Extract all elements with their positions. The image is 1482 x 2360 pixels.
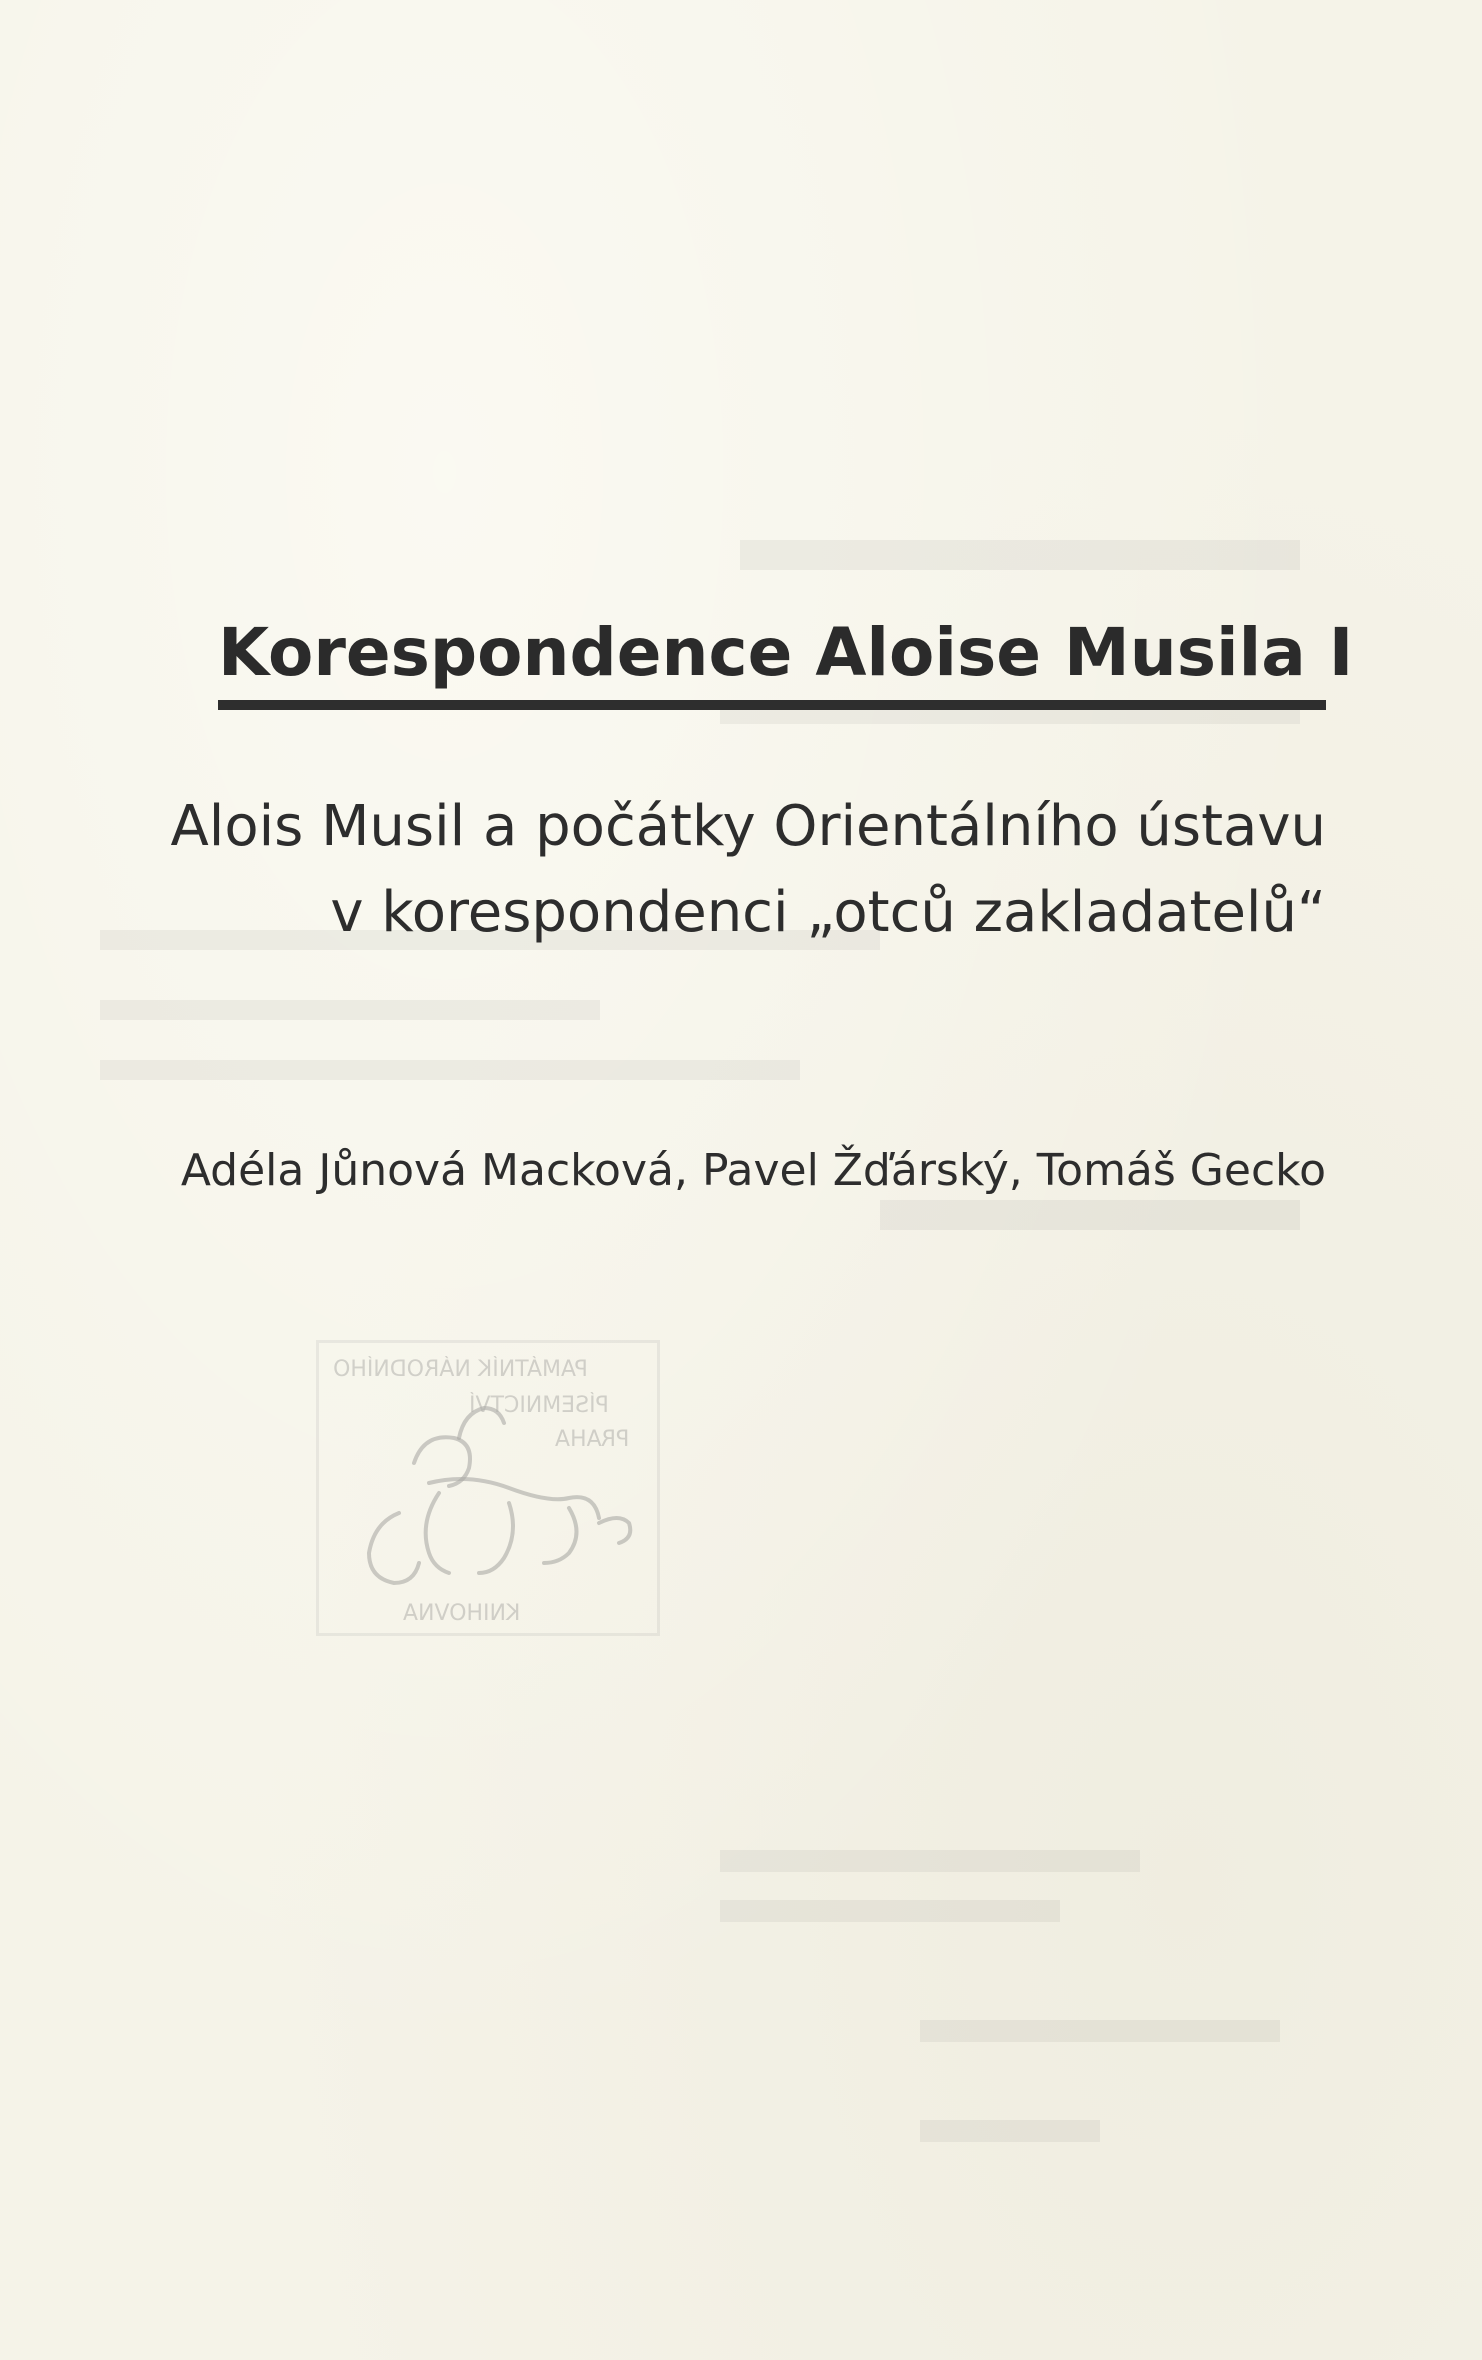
stamp-text-line-2: PÍSEMNICTVÍ (469, 1393, 609, 1418)
book-title: Korespondence Aloise Musila I (218, 614, 1354, 691)
library-stamp-lion-icon (319, 1343, 657, 1633)
book-authors: Adéla Jůnová Macková, Pavel Žďárský, Tomáš Gecko (180, 1145, 1326, 1196)
stamp-text-line-1: PAMÁTNÍK NÁRODNÍHO (333, 1357, 588, 1382)
book-subtitle (150, 784, 1326, 956)
subtitle-line-2: v korespondenci „otců zakladatelů“ (330, 880, 1326, 945)
subtitle-line-1: Alois Musil a počátky Orientálního ústavu (170, 794, 1326, 859)
title-block (218, 608, 1354, 710)
stamp-text-line-4: KNIHOVNA (403, 1601, 521, 1626)
library-stamp (316, 1340, 660, 1636)
stamp-text-line-3: PRAHA (555, 1427, 630, 1452)
title-underline (218, 700, 1326, 710)
show-through-shadow (100, 500, 1354, 2200)
